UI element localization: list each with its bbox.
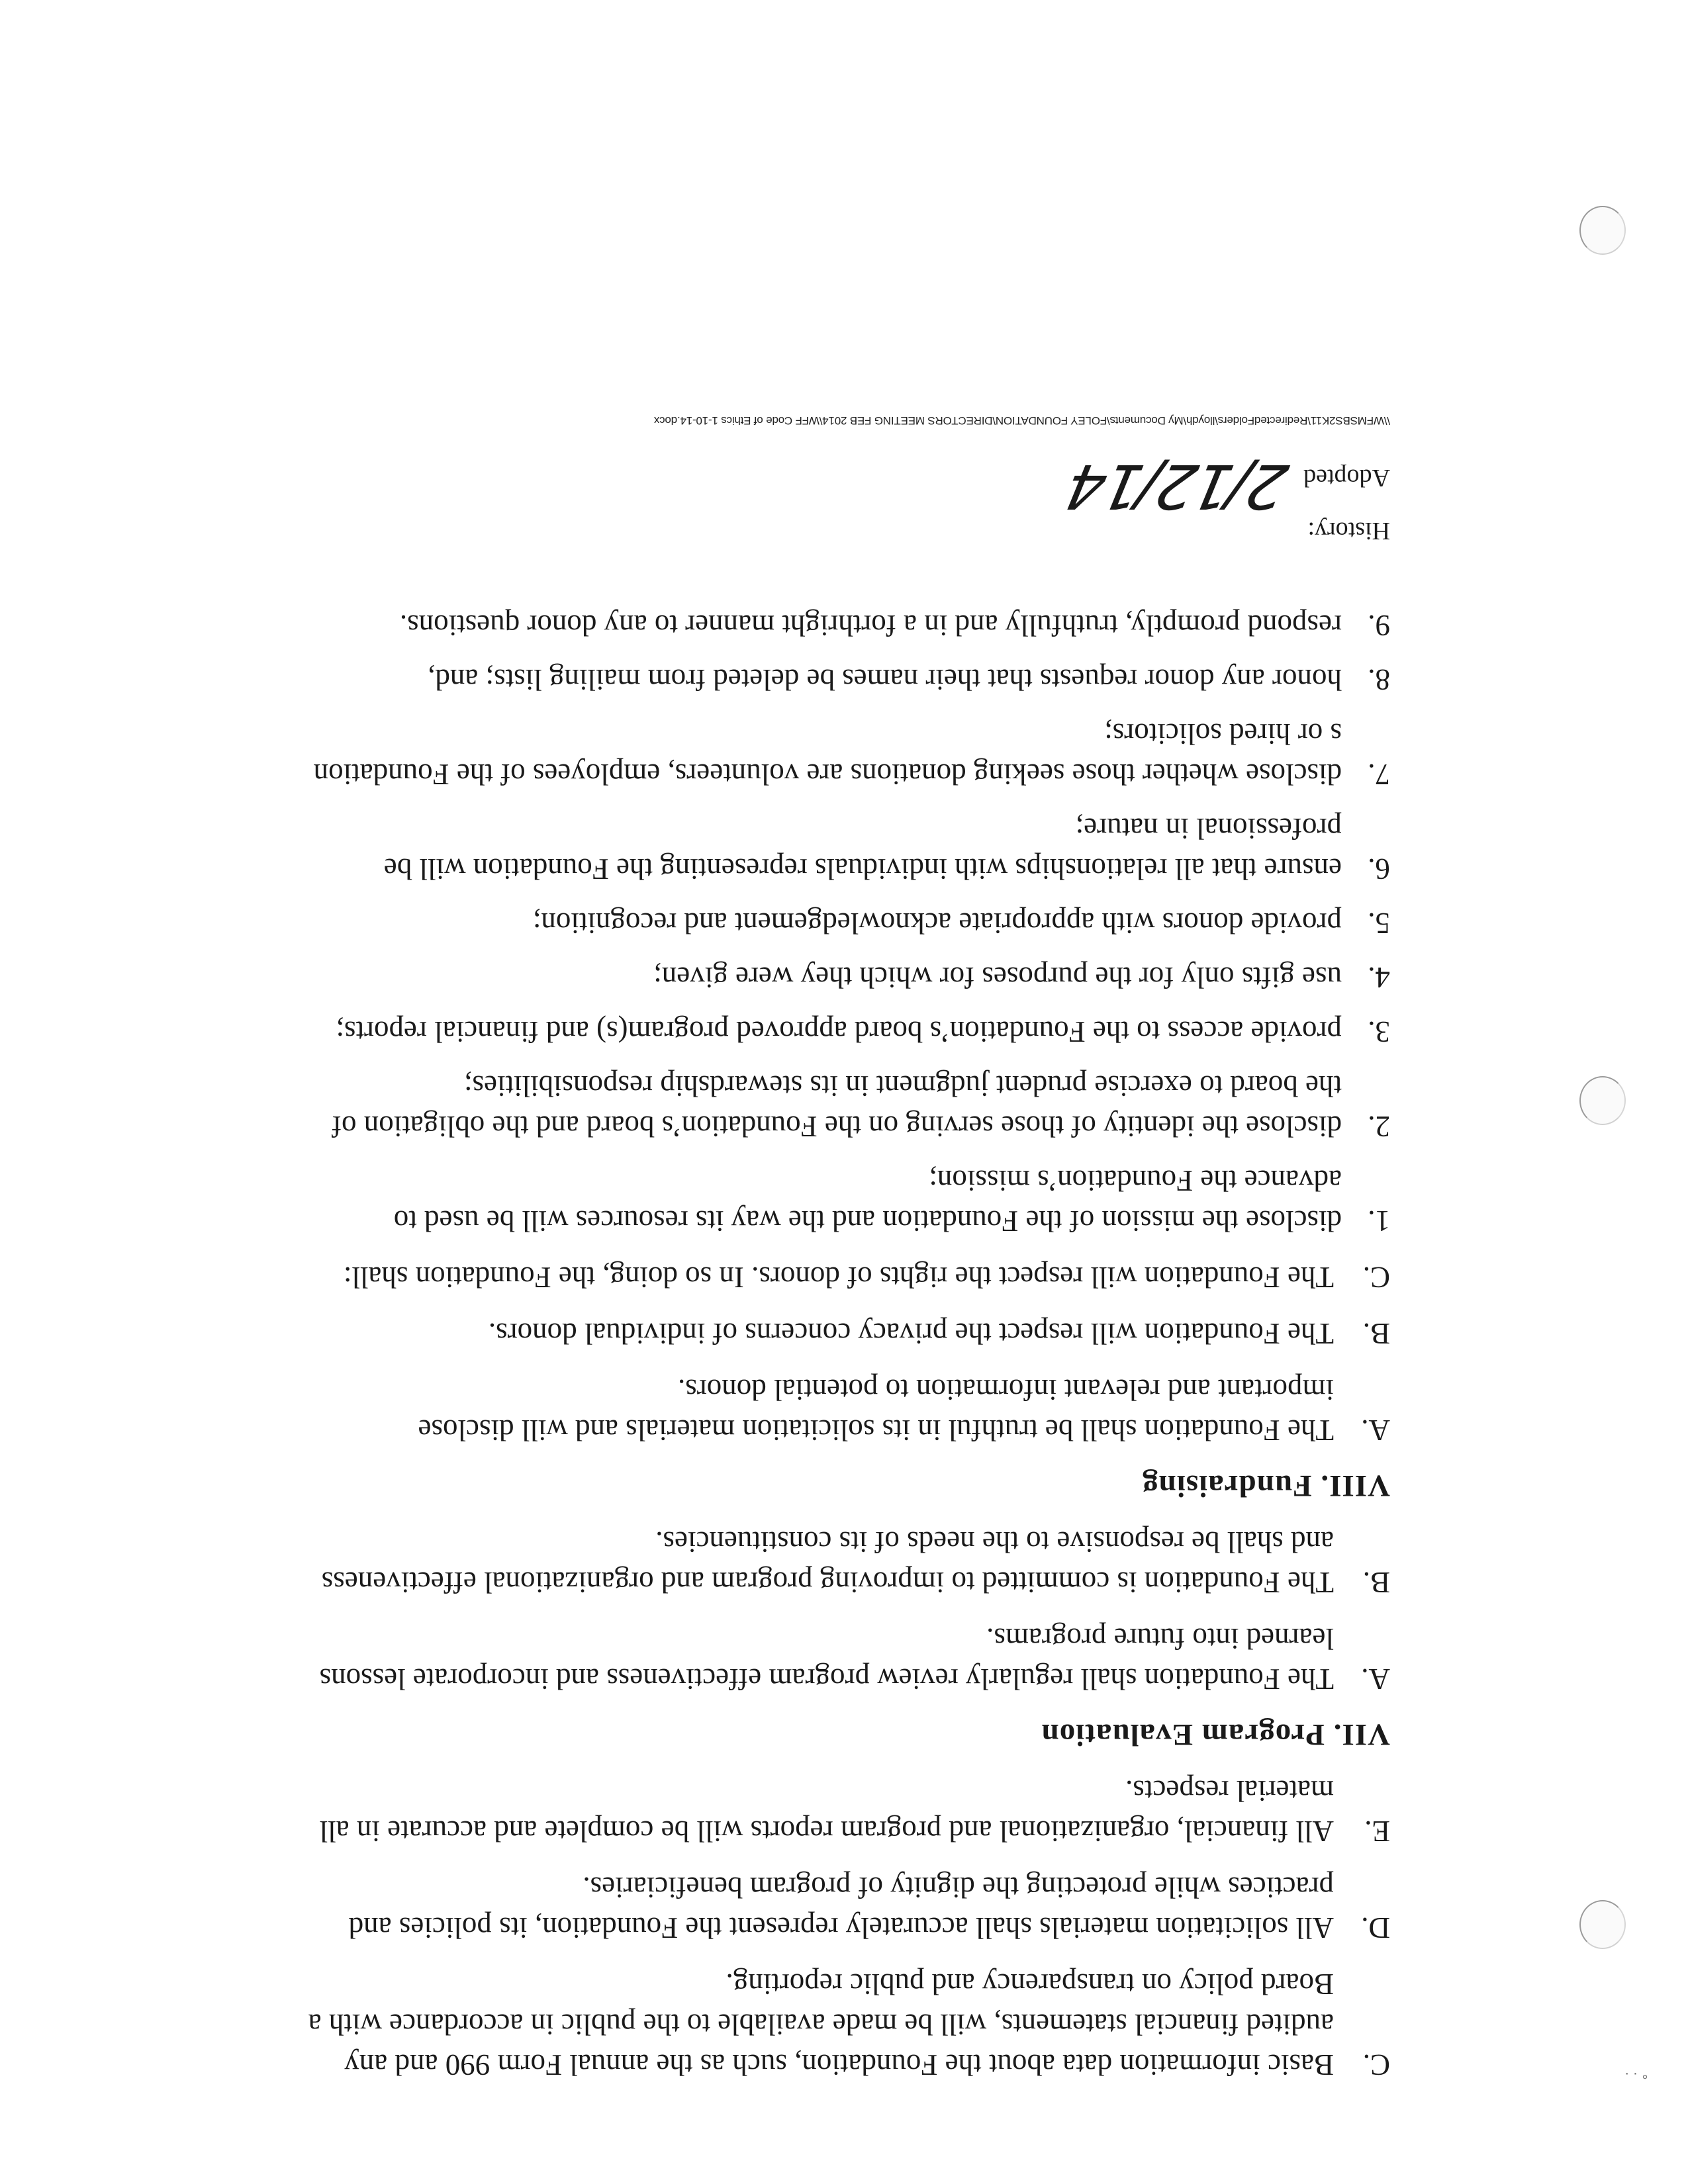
section-heading-program-evaluation: VII. Program Evaluation	[1041, 1717, 1390, 1752]
item-text: respond promptly, truthfully and in a forthright manner to any donor questions.	[399, 609, 1342, 642]
item-text: The Foundation is committed to improving program and organizational effectiveness and shall be responsive to the needs of its constituencies.	[321, 1525, 1334, 1599]
numbered-item	[305, 1066, 1390, 1146]
list-item	[305, 1313, 1390, 1353]
punch-hole-top	[1579, 1900, 1626, 1949]
list-item	[305, 1257, 1390, 1297]
item-text: ensure that all relationships with individuals representing the Foundation will be professional in nature;	[383, 812, 1342, 886]
adopted-label: Adopted	[1303, 464, 1390, 492]
punch-hole-middle	[1579, 1076, 1626, 1125]
numbered-item	[305, 605, 1390, 645]
numbered-item	[305, 903, 1390, 943]
item-text: use gifts only for the purposes for which they were given;	[653, 961, 1342, 994]
item-label: A.	[1361, 1662, 1390, 1696]
list-item	[305, 1770, 1390, 1851]
item-label: B.	[1362, 1317, 1390, 1350]
item-number: 6.	[1368, 852, 1390, 886]
item-text: disclose the identity of those serving on the Foundation’s board and the obligation of the board to exercise prudent judgment in its stewardship responsibilities;	[331, 1069, 1342, 1143]
item-number: 3.	[1368, 1015, 1390, 1048]
item-text: The Foundation shall be truthful in its solicitation materials and will disclose important and relevant information to potential donors.	[418, 1373, 1334, 1447]
item-number: 2.	[1368, 1110, 1390, 1143]
history-label: History:	[1307, 517, 1390, 545]
numbered-item	[305, 713, 1390, 794]
donor-rights-list	[305, 605, 1390, 1241]
section-heading-fundraising: VIII. Fundraising	[1142, 1469, 1390, 1503]
history-block	[305, 451, 1390, 545]
item-text: The Foundation will respect the rights of donors. In so doing, the Foundation shall:	[343, 1261, 1334, 1294]
item-number: 9.	[1368, 609, 1390, 642]
numbered-item	[305, 1011, 1390, 1052]
item-number: 5.	[1368, 907, 1390, 940]
item-label: D.	[1361, 1911, 1390, 1944]
item-text: honor any donor requests that their names be deleted from mailing lists; and,	[428, 663, 1342, 696]
item-label: C.	[1362, 1261, 1390, 1294]
document-body	[305, 400, 1390, 2085]
item-text: Basic information data about the Foundation, such as the annual Form 990 and any audited financial statements, will be made available to the public in accordance with a Board policy on transparency and public reporting.	[308, 1968, 1334, 2081]
item-number: 8.	[1368, 663, 1390, 696]
list-item	[305, 1867, 1390, 1948]
item-number: 1.	[1368, 1205, 1390, 1238]
item-text: provide access to the Foundation’s board approved program(s) and financial reports;	[336, 1015, 1342, 1048]
item-text: provide donors with appropriate acknowledgement and recognition;	[532, 907, 1342, 940]
item-text: The Foundation will respect the privacy concerns of individual donors.	[488, 1317, 1334, 1350]
numbered-item	[305, 1160, 1390, 1241]
item-number: 4.	[1368, 961, 1390, 994]
scan-marks: ° · ·	[1624, 2066, 1648, 2081]
document-file-path: \\WFMSBS2K11\RedirectedFolders\lloydh\My Documents\FOLEY FOUNDATION\DIRECTORS MEETING FEB 2014\WFF Code of Ethics 1-10-14.docx	[654, 414, 1390, 427]
numbered-item	[305, 808, 1390, 889]
item-text: disclose whether those seeking donations are volunteers, employees of the Foundation s or hired solicitors;	[313, 717, 1342, 791]
item-label: B.	[1362, 1566, 1390, 1599]
list-item	[305, 1522, 1390, 1602]
punch-hole-bottom	[1579, 206, 1626, 255]
list-item	[305, 1964, 1390, 2085]
numbered-item	[305, 659, 1390, 700]
list-item	[305, 1369, 1390, 1450]
item-label: E.	[1364, 1815, 1390, 1848]
item-number: 7.	[1368, 758, 1390, 791]
item-text: The Foundation shall regularly review program effectiveness and incorporate lessons learned into future programs.	[319, 1622, 1334, 1696]
item-text: disclose the mission of the Foundation and the way its resources will be used to advance the Foundation’s mission;	[393, 1164, 1342, 1238]
list-item	[305, 1618, 1390, 1699]
item-text: All financial, organizational and program reports will be complete and accurate in all material respects.	[319, 1774, 1334, 1848]
numbered-item	[305, 957, 1390, 997]
adopted-row	[305, 451, 1390, 522]
item-label: A.	[1361, 1414, 1390, 1447]
item-label: C.	[1362, 2048, 1390, 2081]
item-text: All solicitation materials shall accurately represent the Foundation, its policies and practices while protecting the dignity of program beneficiaries.	[348, 1871, 1334, 1944]
handwritten-adopted-date: 2/12/14	[1062, 451, 1294, 522]
